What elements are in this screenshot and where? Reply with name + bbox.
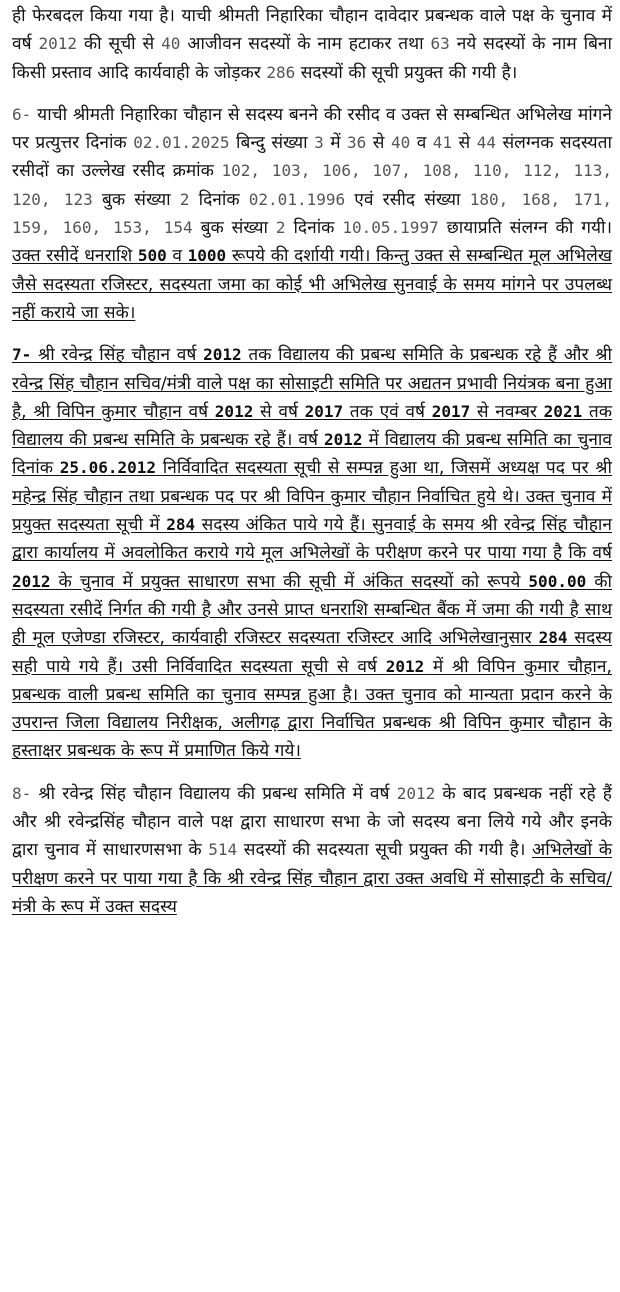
text-run: 2012 [38,34,78,54]
text-run: 25.06.2012 [59,458,157,478]
text-run: 2012 [323,430,363,450]
text-run: नये सदस्यों के नाम बिना किसी प्रस्ताव आदि कार्यवाही के जोड़कर [12,34,613,83]
text-run: 2012 [396,783,436,803]
text-run: निर्विवादित सदस्यता सूची से सम्पन्न हुआ था, जिसमें अध्यक्ष पद पर श्री महेन्द्र सिंह चौहान तथा प्रबन्धक पद पर श्री विपिन कुमार चौहान निर्वाचित हुये थे। उक्त चुनाव में प्रयुक्त सदस्यता सूची में [12,458,612,536]
text-run: में विद्यालय की प्रबन्ध समिति का चुनाव दिनांक [12,430,612,479]
text-run: बुक संख्या [92,189,180,210]
text-run: सदस्यों की सूची प्रयुक्त की गयी है। [295,62,518,83]
text-run: संलग्नक सदस्यता रसीदों का उल्लेख रसीद क्रमांक [12,133,612,182]
text-run: 2 [275,218,286,238]
text-run: सदस्य अंकित पाये गये हैं। सुनवाई के समय श्री रवेन्द्र सिंह चौहान द्वारा कार्यालय में अवलोकित कराये गये मूल अभिलेखों के परीक्षण करने पर पाया गया है कि वर्ष [12,515,613,564]
text-run: 10.05.1997 [342,218,439,238]
text-run: याची श्रीमती निहारिका चौहान से सदस्य बनने की रसीद व उक्त से सम्बन्धित अभिलेख मांगने पर प्रत्युत्तर दिनांक [12,104,612,154]
text-run: से नवम्बर [470,401,544,422]
text-run: सदस्य सही पाये गये हैं। उसी निर्विवादित सदस्यता सूची से वर्ष [12,628,612,677]
text-run: 3 [314,133,324,153]
text-run: 2017 [304,401,344,421]
text-run: बिन्दु संख्या [229,133,315,154]
text-run: में श्री विपिन कुमार चौहान, प्रबन्धक वाली प्रबन्ध समिति का चुनाव सम्पन्न हुआ है। उक्त चुनाव को मान्यता प्रदान करने के उपरान्त जिला विद्यालय निरीक्षक, अलीगढ़ द्वारा निर्वाचित प्रबन्धक श्री विपिन कुमार चौहान के हस्ताक्षर प्रबन्धक के रूप में प्रमाणित किये गये। [12,656,612,762]
text-run: रूपये की दर्शायी गयी। किन्तु उक्त से सम्बन्धित मूल अभिलेख जैसे सदस्यता रजिस्टर, सदस्यता जमा का कोई भी अभिलेख सुनवाई के समय मांगने पर उपलब्ध नहीं कराये जा सके। [12,246,612,323]
text-run: बुक संख्या [192,218,276,239]
text-run: 36 [347,133,367,153]
text-run: एवं रसीद संख्या [345,189,470,210]
text-run: 514 [208,840,238,860]
text-run: 40 [161,34,181,54]
text-run: उक्त रसीदें धनराशि [12,246,138,267]
paragraph-6 [12,101,612,327]
text-run: 2012 [214,401,254,421]
text-run: 2021 [543,401,583,421]
text-run: 41 [432,133,453,153]
text-run: दिनांक [285,218,343,239]
text-run: से वर्ष [253,401,305,422]
text-run: से [366,133,391,154]
text-run: 284 [538,628,568,648]
text-run: व [410,133,433,154]
text-run: 284 [166,515,196,535]
text-run: 40 [390,133,411,153]
paragraph-8 [12,780,612,921]
text-run: के चुनाव में प्रयुक्त साधारण सभा की सूची में अंकित सदस्यों को रूपये [50,571,529,592]
text-run: तक एवं वर्ष [343,401,432,422]
paragraph-continuation [12,2,612,87]
text-run: सदस्यों की सदस्यता सूची प्रयुक्त की गयी है। [237,840,532,861]
text-run: 63 [430,34,450,54]
text-run: 02.01.1996 [248,189,346,209]
text-run: तक विद्यालय की प्रबन्ध समिति के प्रबन्धक रहे हैं। वर्ष [12,401,612,451]
text-run: श्री रवेन्द्र सिंह चौहान विद्यालय की प्रबन्ध समिति में वर्ष [31,783,397,804]
text-run: अभिलेखों के परीक्षण करने पर पाया गया है कि श्री रवेन्द्र सिंह चौहान द्वारा उक्त अवधि में सोसाइटी के सचिव/मंत्री के रूप में उक्त सदस्य [12,840,613,917]
text-run: 102, 103, 106, 107, 108, 110, 112, 113, 120, 123 [12,161,612,209]
text-run: 2012 [385,656,425,676]
text-run: के बाद प्रबन्धक नहीं रहे हैं और श्री रवेन्द्रसिंह चौहान वाले पक्ष द्वारा साधारण सभा के जो सदस्य बना लिये गये और इनके द्वारा चुनाव में साधारणसभा के [12,783,612,861]
text-run: 2017 [431,401,471,421]
text-run: 2012 [203,345,242,365]
text-run: 7- [12,345,32,365]
text-run: की सूची से [77,34,162,55]
text-run: आजीवन सदस्यों के नाम हटाकर तथा [180,34,431,55]
text-run: छायाप्रति संलग्न की गयी। [438,218,613,239]
text-run: से [452,133,477,154]
text-run: 2012 [12,571,51,591]
text-run: 180, 168, 171, 159, 160, 153, 154 [12,189,612,238]
text-run: ही फेरबदल किया गया है। याची श्रीमती निहारिका चौहान दावेदार प्रबन्धक वाले पक्ष के चुनाव में वर्ष [12,6,612,55]
text-run: में [323,133,348,154]
text-run: 2 [179,189,190,209]
text-run: 500 [137,246,167,266]
text-run: 500.00 [528,571,587,591]
text-run: श्री रवेन्द्र सिंह चौहान वर्ष [31,345,204,366]
text-run: व [166,246,188,267]
text-run: 1000 [187,246,227,266]
paragraph-7 [12,341,612,765]
text-run: की सदस्यता रसीदें निर्गत की गयी है और उनसे प्राप्त धनराशि सम्बन्धित बैंक में जमा की गयी है साथ ही मूल एजेण्डा रजिस्टर, कार्यवाही रजिस्टर सदस्यता रजिस्टर आदि अभिलेखानुसार [12,571,612,649]
text-run: 44 [476,133,496,153]
text-run: तक विद्यालय की प्रबन्ध समिति के प्रबन्धक रहे हैं और श्री रवेन्द्र सिंह चौहान सचिव/मंत्री वाले पक्ष का सोसाइटी समिति पर अद्यतन प्रभावी नियंत्रक बना हुआ है, श्री विपिन कुमार चौहान वर्ष [12,345,612,422]
text-run: 6- [12,104,32,124]
text-run: 02.01.2025 [133,133,230,153]
text-run: 8- [12,783,32,803]
text-run: 286 [266,62,296,82]
text-run: दिनांक [189,189,249,210]
